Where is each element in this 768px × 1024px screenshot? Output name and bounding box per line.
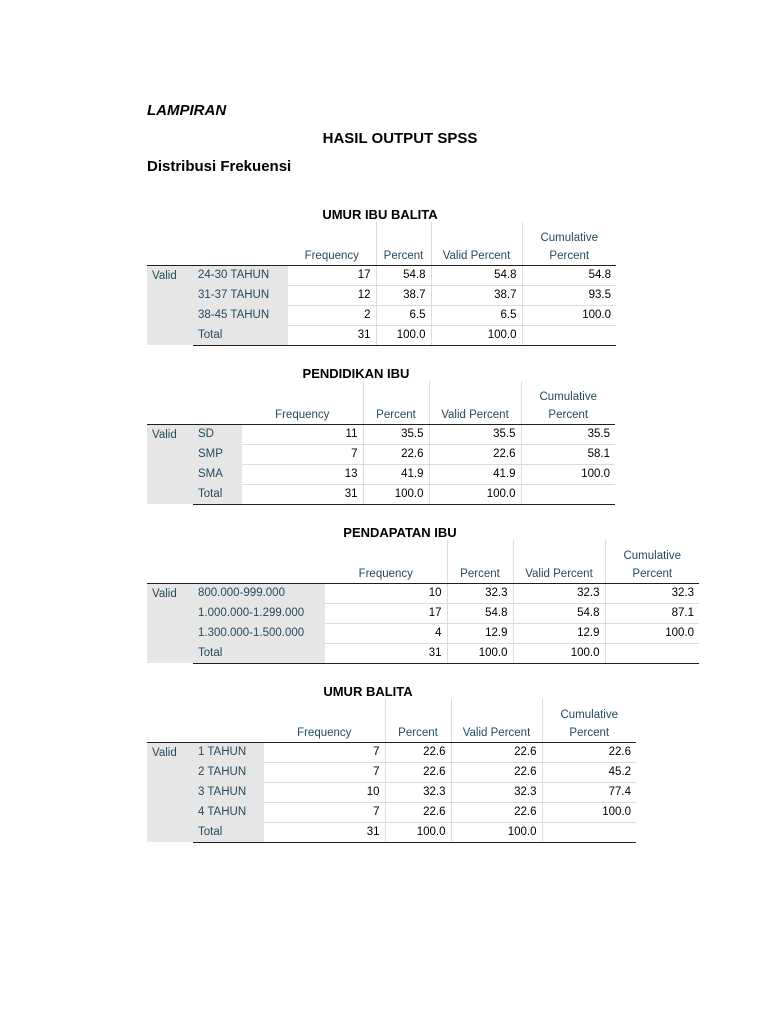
table-row bbox=[147, 265, 616, 285]
header-spacer bbox=[147, 721, 264, 742]
header-spacer bbox=[431, 222, 522, 244]
header-row bbox=[147, 562, 699, 583]
cumulative-percent-cell bbox=[605, 643, 699, 663]
header-spacer bbox=[147, 222, 376, 244]
table-title: UMUR BALITA bbox=[323, 684, 413, 699]
cumulative-percent-cell: 58.1 bbox=[521, 444, 615, 464]
table-row bbox=[147, 444, 615, 464]
cumulative-percent-cell: 87.1 bbox=[605, 603, 699, 623]
row-label: 38-45 TAHUN bbox=[193, 305, 288, 325]
frequency-cell: 7 bbox=[264, 762, 385, 782]
percent-cell: 32.3 bbox=[447, 583, 513, 603]
table-row bbox=[147, 583, 699, 603]
frequency-table bbox=[147, 222, 616, 346]
frequency-cell: 17 bbox=[288, 265, 376, 285]
column-header-valid-percent: Valid Percent bbox=[513, 562, 605, 583]
header-row bbox=[147, 721, 636, 742]
cumulative-percent-cell: 100.0 bbox=[521, 464, 615, 484]
valid-percent-cell: 100.0 bbox=[513, 643, 605, 663]
row-label: 2 TAHUN bbox=[193, 762, 264, 782]
cumulative-percent-cell: 35.5 bbox=[521, 424, 615, 444]
percent-cell: 100.0 bbox=[363, 484, 429, 504]
header-spacer bbox=[363, 381, 429, 403]
cumulative-percent-cell: 100.0 bbox=[522, 305, 616, 325]
frequency-table bbox=[147, 540, 699, 664]
header-spacer bbox=[429, 381, 521, 403]
header-spacer bbox=[147, 244, 288, 265]
table-row bbox=[147, 623, 699, 643]
header-spacer bbox=[147, 540, 447, 562]
column-header-percent: Percent bbox=[363, 403, 429, 424]
percent-cell: 100.0 bbox=[447, 643, 513, 663]
column-header-frequency: Frequency bbox=[325, 562, 447, 583]
valid-percent-cell: 22.6 bbox=[429, 444, 521, 464]
frequency-cell: 11 bbox=[242, 424, 363, 444]
column-header-percent: Percent bbox=[376, 244, 431, 265]
valid-percent-cell: 22.6 bbox=[451, 762, 542, 782]
percent-cell: 54.8 bbox=[376, 265, 431, 285]
table-row bbox=[147, 603, 699, 623]
row-label: 24-30 TAHUN bbox=[193, 265, 288, 285]
table-row bbox=[147, 285, 616, 305]
table-title: PENDAPATAN IBU bbox=[343, 525, 457, 540]
frequency-cell: 7 bbox=[242, 444, 363, 464]
total-row bbox=[147, 325, 616, 345]
valid-percent-cell: 22.6 bbox=[451, 742, 542, 762]
column-header-cumulative-percent: Percent bbox=[542, 721, 636, 742]
valid-percent-cell: 35.5 bbox=[429, 424, 521, 444]
row-label: 1.000.000-1.299.000 bbox=[193, 603, 325, 623]
valid-percent-cell: 100.0 bbox=[429, 484, 521, 504]
header-spacer bbox=[376, 222, 431, 244]
frequency-cell: 10 bbox=[264, 782, 385, 802]
row-label: 4 TAHUN bbox=[193, 802, 264, 822]
column-header-percent: Percent bbox=[447, 562, 513, 583]
table-row bbox=[147, 424, 615, 444]
column-header-frequency: Frequency bbox=[264, 721, 385, 742]
table-title: PENDIDIKAN IBU bbox=[302, 366, 410, 381]
header-spacer bbox=[385, 699, 451, 721]
cumulative-percent-cell bbox=[542, 822, 636, 842]
header-row bbox=[147, 244, 616, 265]
cumulative-percent-cell: 54.8 bbox=[522, 265, 616, 285]
cumulative-percent-cell: 100.0 bbox=[542, 802, 636, 822]
row-label-total: Total bbox=[193, 822, 264, 842]
table-row bbox=[147, 742, 636, 762]
row-label: SD bbox=[193, 424, 242, 444]
row-label-total: Total bbox=[193, 484, 242, 504]
table-row bbox=[147, 464, 615, 484]
row-group-label: Valid bbox=[147, 424, 193, 504]
valid-percent-cell: 41.9 bbox=[429, 464, 521, 484]
frequency-table bbox=[147, 699, 636, 843]
cumulative-percent-cell bbox=[521, 484, 615, 504]
percent-cell: 41.9 bbox=[363, 464, 429, 484]
frequency-cell: 4 bbox=[325, 623, 447, 643]
column-header-percent: Percent bbox=[385, 721, 451, 742]
row-label-total: Total bbox=[193, 643, 325, 663]
row-label-total: Total bbox=[193, 325, 288, 345]
header-spacer bbox=[147, 381, 363, 403]
percent-cell: 22.6 bbox=[363, 444, 429, 464]
header-row bbox=[147, 540, 699, 562]
section-subtitle: Distribusi Frekuensi bbox=[147, 158, 292, 175]
row-group-label: Valid bbox=[147, 742, 193, 842]
valid-percent-cell: 6.5 bbox=[431, 305, 522, 325]
header-row bbox=[147, 699, 636, 721]
row-label: 3 TAHUN bbox=[193, 782, 264, 802]
row-group-label: Valid bbox=[147, 583, 193, 663]
row-label: SMA bbox=[193, 464, 242, 484]
header-spacer bbox=[447, 540, 513, 562]
valid-percent-cell: 54.8 bbox=[513, 603, 605, 623]
percent-cell: 22.6 bbox=[385, 742, 451, 762]
table-row bbox=[147, 782, 636, 802]
valid-percent-cell: 54.8 bbox=[431, 265, 522, 285]
cumulative-percent-cell: 100.0 bbox=[605, 623, 699, 643]
percent-cell: 54.8 bbox=[447, 603, 513, 623]
frequency-cell: 10 bbox=[325, 583, 447, 603]
percent-cell: 22.6 bbox=[385, 802, 451, 822]
valid-percent-cell: 12.9 bbox=[513, 623, 605, 643]
cumulative-percent-cell: 77.4 bbox=[542, 782, 636, 802]
cumulative-percent-cell: 45.2 bbox=[542, 762, 636, 782]
column-header-frequency: Frequency bbox=[288, 244, 376, 265]
cumulative-percent-cell: 93.5 bbox=[522, 285, 616, 305]
table-row bbox=[147, 762, 636, 782]
column-header-frequency: Frequency bbox=[242, 403, 363, 424]
percent-cell: 100.0 bbox=[385, 822, 451, 842]
percent-cell: 6.5 bbox=[376, 305, 431, 325]
percent-cell: 22.6 bbox=[385, 762, 451, 782]
valid-percent-cell: 100.0 bbox=[451, 822, 542, 842]
header-row bbox=[147, 403, 615, 424]
frequency-cell: 12 bbox=[288, 285, 376, 305]
column-header-cumulative: Cumulative bbox=[522, 222, 616, 244]
percent-cell: 32.3 bbox=[385, 782, 451, 802]
frequency-cell: 13 bbox=[242, 464, 363, 484]
header-spacer bbox=[513, 540, 605, 562]
column-header-cumulative-percent: Percent bbox=[605, 562, 699, 583]
appendix-label: LAMPIRAN bbox=[147, 102, 227, 119]
header-row bbox=[147, 222, 616, 244]
frequency-cell: 31 bbox=[288, 325, 376, 345]
frequency-cell: 7 bbox=[264, 742, 385, 762]
header-row bbox=[147, 381, 615, 403]
frequency-cell: 17 bbox=[325, 603, 447, 623]
header-spacer bbox=[147, 562, 325, 583]
column-header-cumulative: Cumulative bbox=[605, 540, 699, 562]
frequency-cell: 31 bbox=[325, 643, 447, 663]
column-header-valid-percent: Valid Percent bbox=[451, 721, 542, 742]
table-row bbox=[147, 802, 636, 822]
cumulative-percent-cell: 22.6 bbox=[542, 742, 636, 762]
valid-percent-cell: 100.0 bbox=[431, 325, 522, 345]
valid-percent-cell: 32.3 bbox=[451, 782, 542, 802]
table-row bbox=[147, 305, 616, 325]
header-spacer bbox=[147, 699, 385, 721]
column-header-cumulative-percent: Percent bbox=[521, 403, 615, 424]
header-spacer bbox=[451, 699, 542, 721]
cumulative-percent-cell bbox=[522, 325, 616, 345]
percent-cell: 35.5 bbox=[363, 424, 429, 444]
percent-cell: 38.7 bbox=[376, 285, 431, 305]
row-label: 31-37 TAHUN bbox=[193, 285, 288, 305]
frequency-table bbox=[147, 381, 615, 505]
total-row bbox=[147, 484, 615, 504]
column-header-cumulative-percent: Percent bbox=[522, 244, 616, 265]
header-spacer bbox=[147, 403, 242, 424]
row-group-label: Valid bbox=[147, 265, 193, 345]
row-label: 800.000-999.000 bbox=[193, 583, 325, 603]
frequency-cell: 7 bbox=[264, 802, 385, 822]
valid-percent-cell: 32.3 bbox=[513, 583, 605, 603]
row-label: 1 TAHUN bbox=[193, 742, 264, 762]
frequency-cell: 31 bbox=[264, 822, 385, 842]
total-row bbox=[147, 643, 699, 663]
valid-percent-cell: 38.7 bbox=[431, 285, 522, 305]
column-header-valid-percent: Valid Percent bbox=[431, 244, 522, 265]
column-header-cumulative: Cumulative bbox=[542, 699, 636, 721]
column-header-valid-percent: Valid Percent bbox=[429, 403, 521, 424]
frequency-cell: 31 bbox=[242, 484, 363, 504]
frequency-cell: 2 bbox=[288, 305, 376, 325]
cumulative-percent-cell: 32.3 bbox=[605, 583, 699, 603]
row-label: SMP bbox=[193, 444, 242, 464]
percent-cell: 100.0 bbox=[376, 325, 431, 345]
percent-cell: 12.9 bbox=[447, 623, 513, 643]
table-title: UMUR IBU BALITA bbox=[322, 207, 438, 222]
valid-percent-cell: 22.6 bbox=[451, 802, 542, 822]
column-header-cumulative: Cumulative bbox=[521, 381, 615, 403]
page-title: HASIL OUTPUT SPSS bbox=[322, 130, 478, 147]
total-row bbox=[147, 822, 636, 842]
row-label: 1.300.000-1.500.000 bbox=[193, 623, 325, 643]
